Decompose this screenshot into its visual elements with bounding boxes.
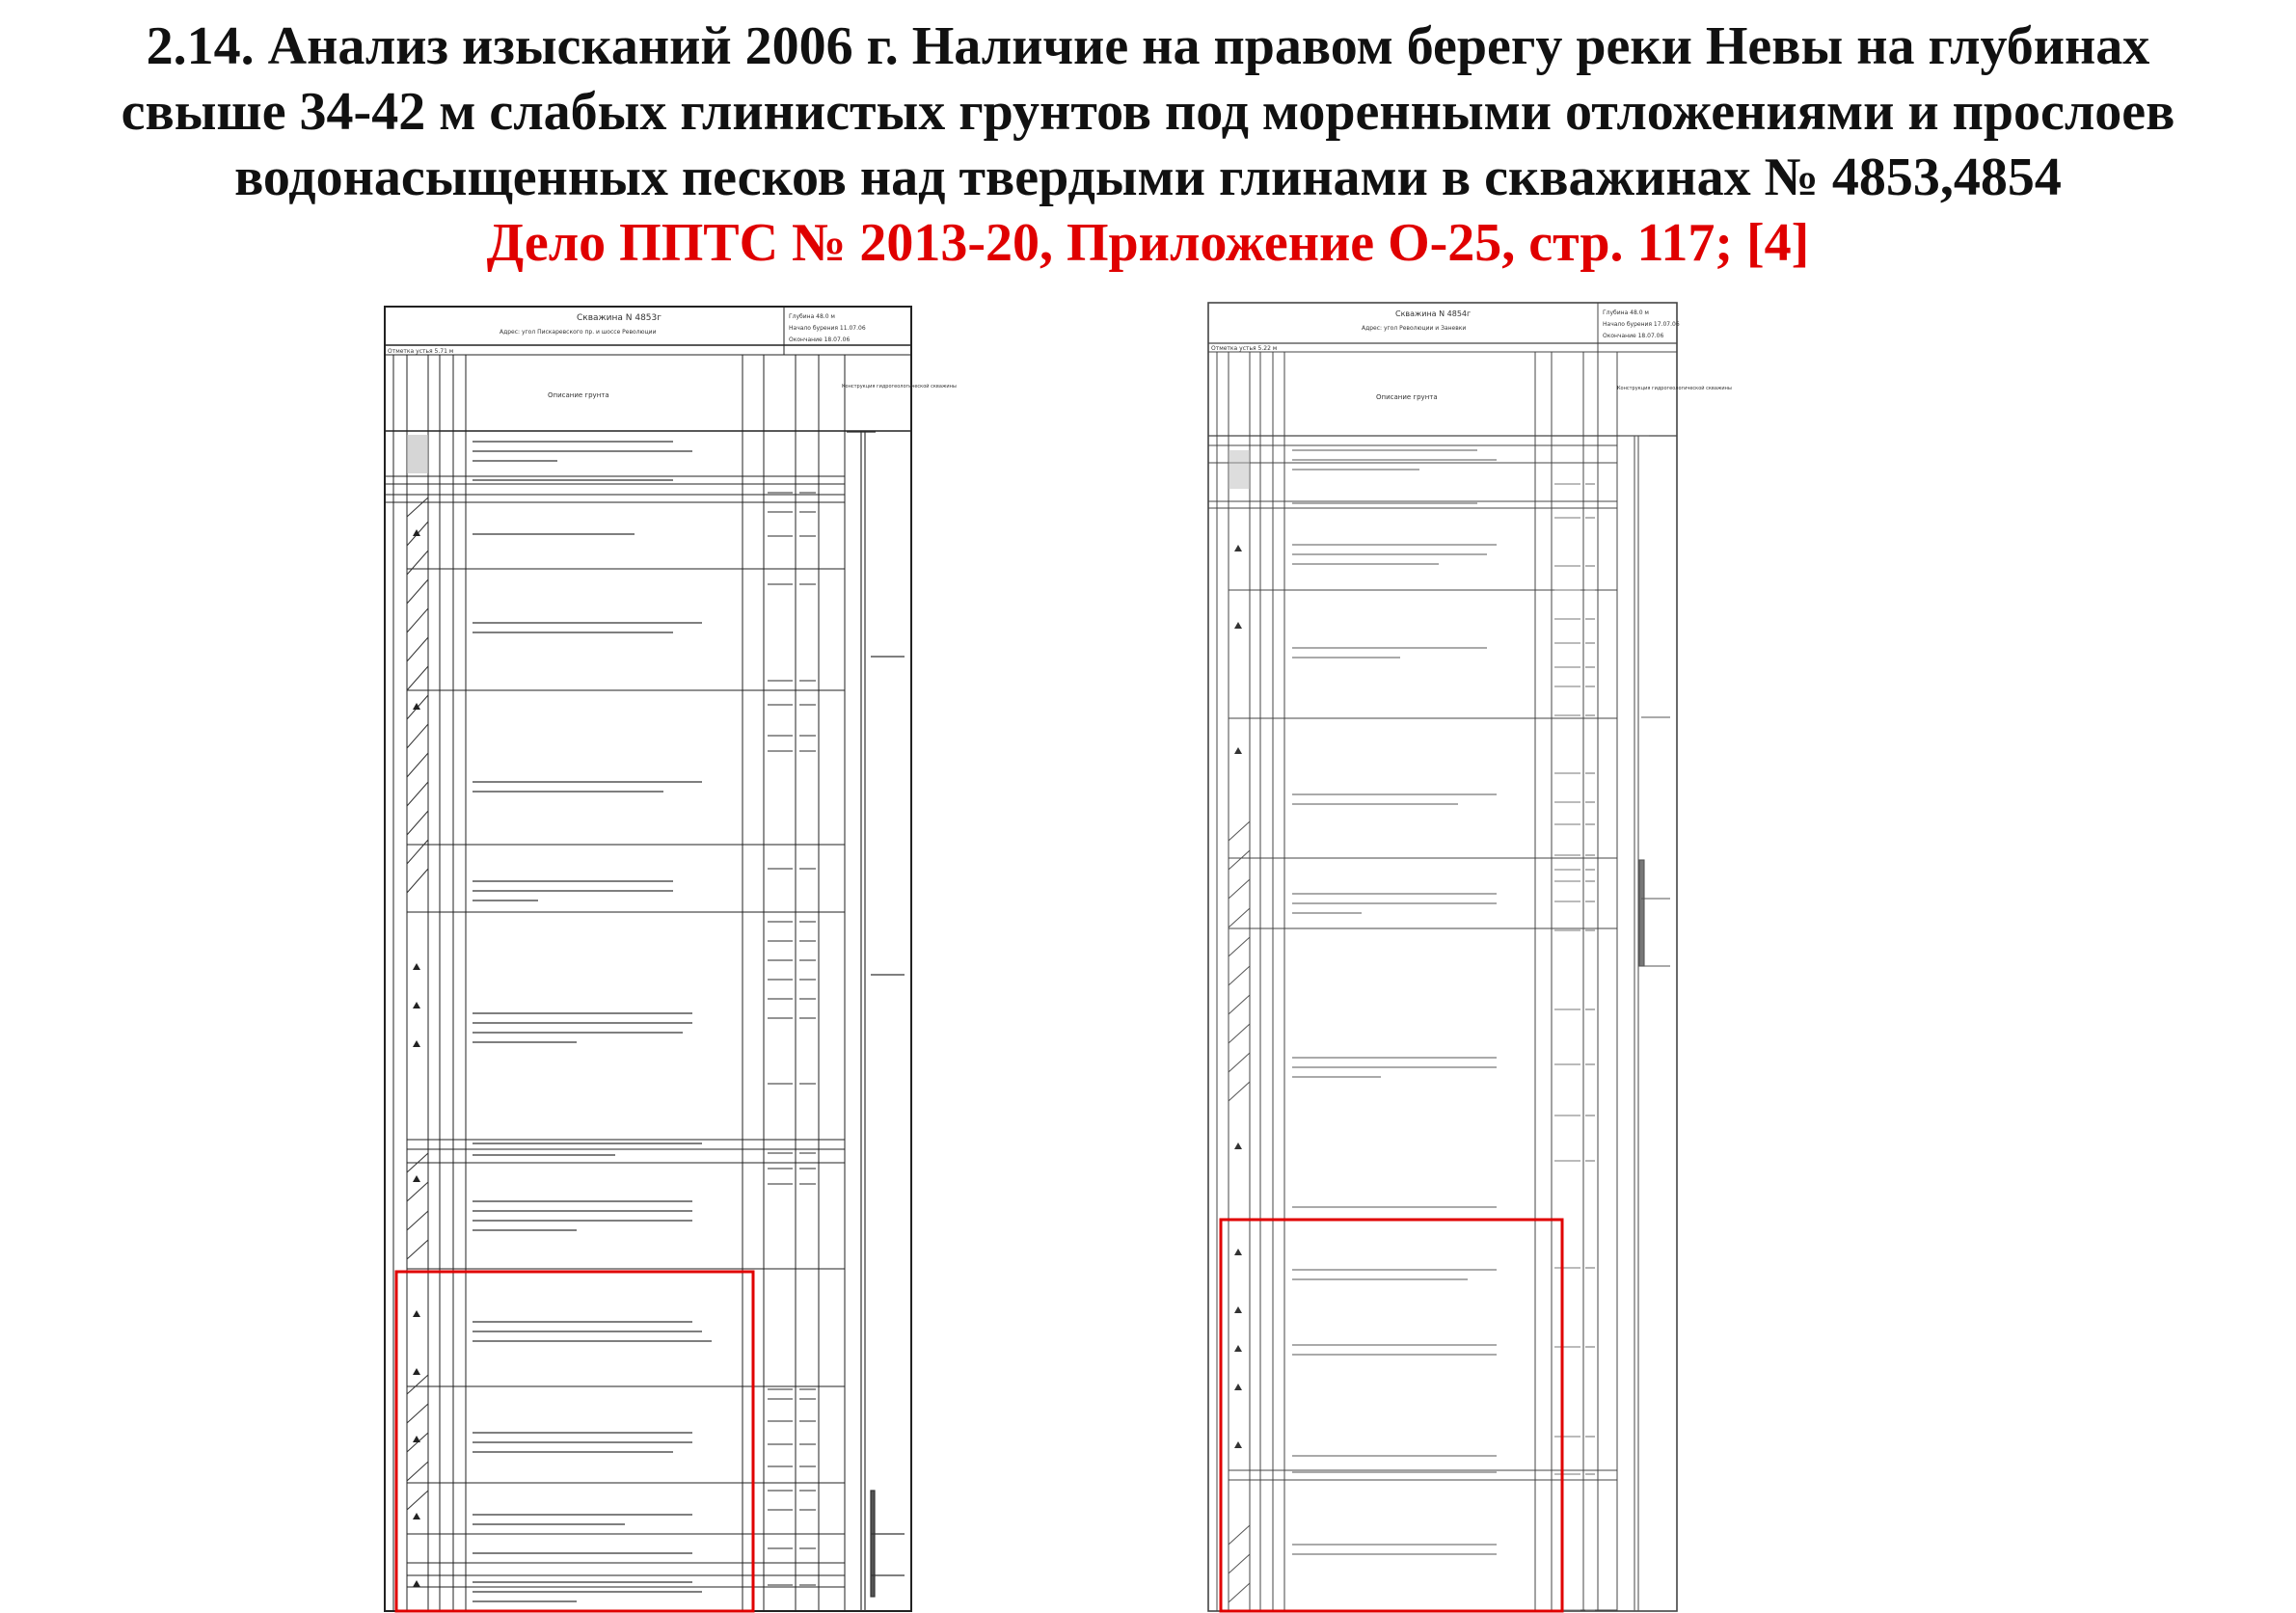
log-finished: Окончание 18.07.06: [1603, 333, 1664, 339]
title-line-3: водонасыщенных песков над твердыми глинами в скважинах № 4853,4854: [234, 148, 2062, 207]
log-heading: Скважина N 4854г: [1395, 309, 1472, 318]
log-heading: Скважина N 4853г: [577, 313, 662, 323]
case-reference: Дело ППТС № 2013-20, Приложение О-25, стр. 117; [4]: [486, 213, 1810, 273]
log-col-description: Описание грунта: [1376, 393, 1438, 401]
log-started: Начало бурения 11.07.06: [789, 325, 866, 332]
log-mouth-elevation: Отметка устья 5.22 м: [1211, 345, 1278, 352]
title-line-1: 2.14. Анализ изысканий 2006 г. Наличие на правом берегу реки Невы на глубинах: [146, 16, 2150, 76]
log-col-construction: Конструкция гидрогеологической скважины: [842, 384, 957, 390]
log-finished: Окончание 18.07.06: [789, 336, 851, 343]
log-depth: Глубина 48.0 м: [1603, 309, 1649, 316]
log-col-description: Описание грунта: [548, 391, 609, 399]
title-line-2: свыше 34-42 м слабых глинистых грунтов под моренными отложениями и прослоев: [121, 82, 2175, 142]
log-depth: Глубина 48.0 м: [789, 313, 835, 320]
log-started: Начало бурения 17.07.06: [1603, 321, 1680, 328]
log-address: Адрес: угол Пискаревского пр. и шоссе Революции: [500, 329, 657, 336]
log-mouth-elevation: Отметка устья 5.71 м: [388, 348, 454, 355]
log-col-construction: Конструкция гидрогеологической скважины: [1617, 386, 1732, 391]
highlight-box-right: [1221, 1220, 1562, 1611]
slide-title: [0, 13, 2296, 276]
highlight-box-left: [396, 1272, 753, 1611]
borehole-log-4853: [384, 305, 957, 1613]
borehole-log-4854: [1207, 301, 1732, 1613]
log-address: Адрес: угол Революции и Заневки: [1362, 325, 1467, 332]
